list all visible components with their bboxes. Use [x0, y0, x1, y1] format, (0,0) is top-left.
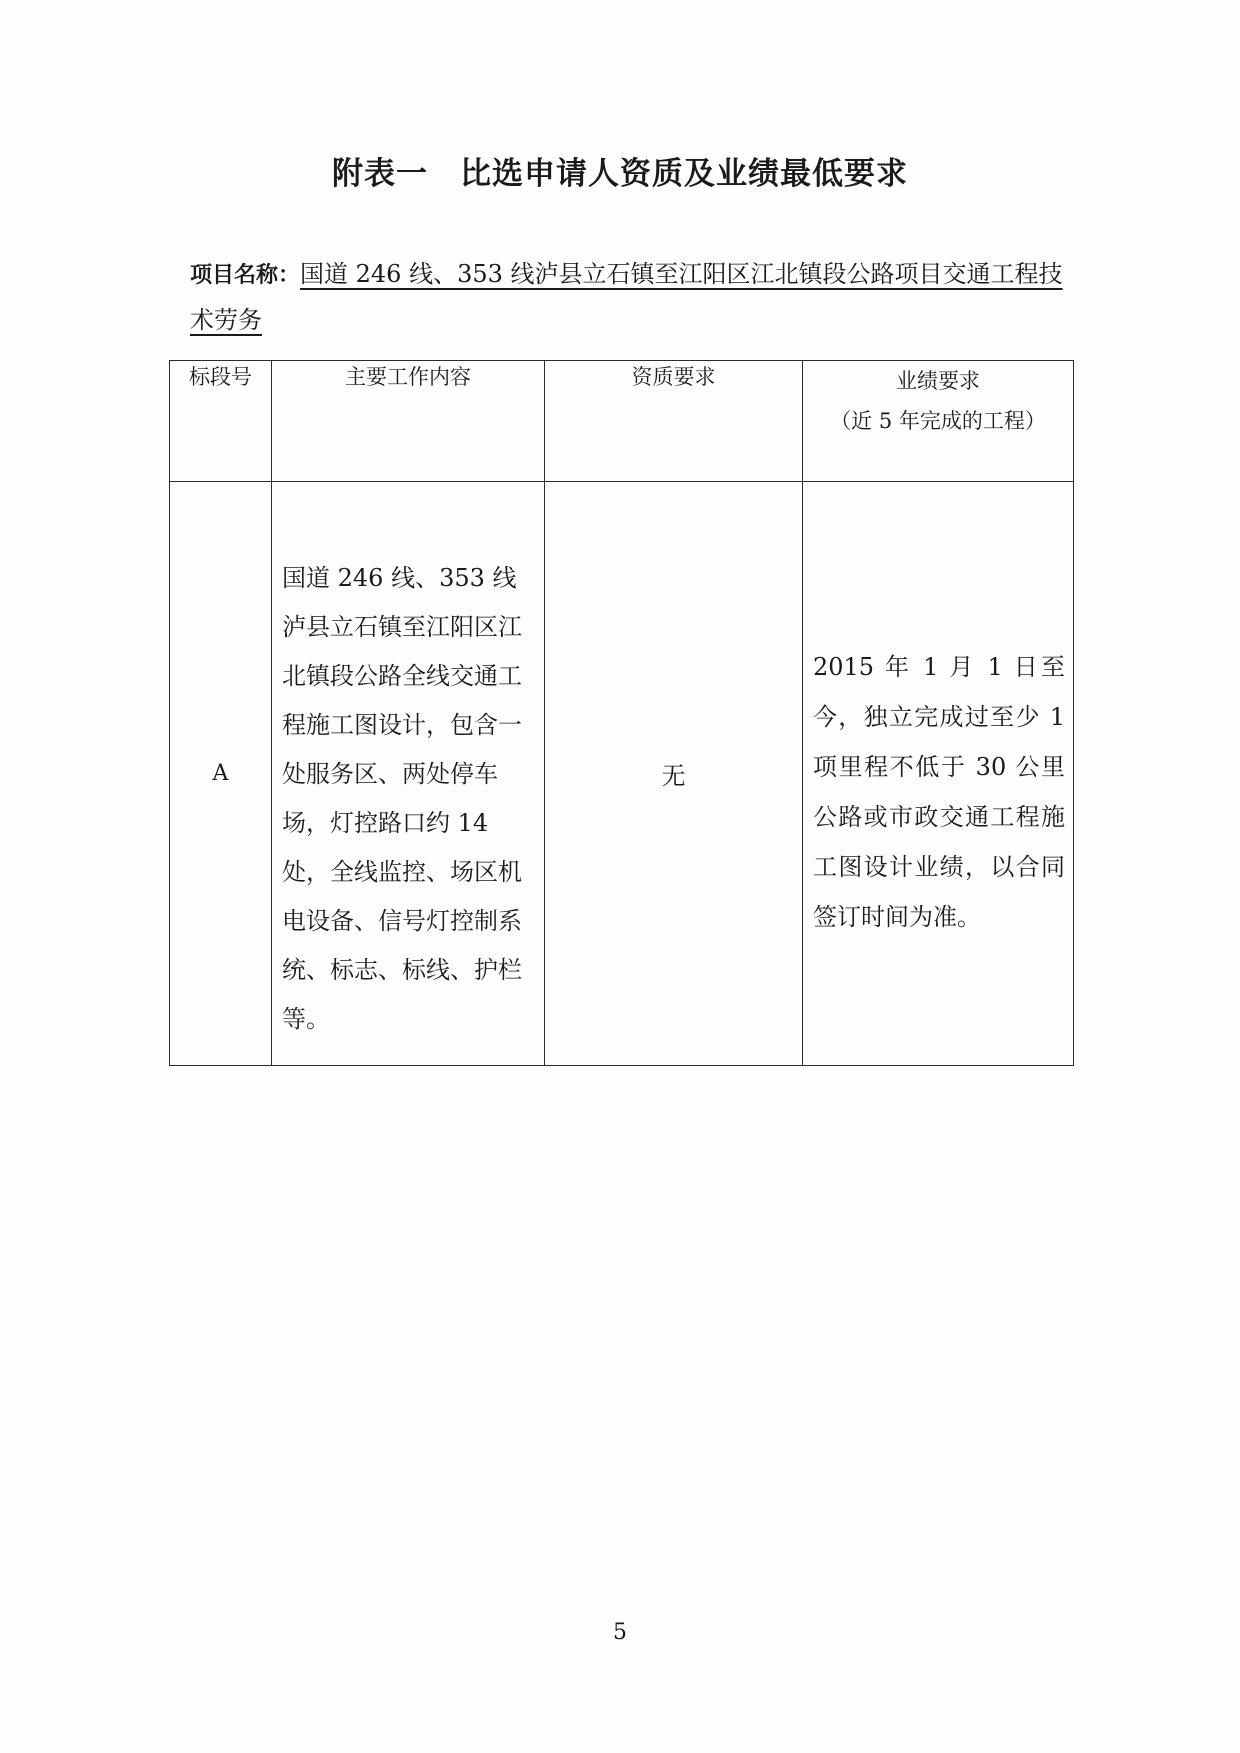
cell-main-work: 国道 246 线、353 线泸县立石镇至江阳区江北镇段公路全线交通工程施工图设计，包含一处服务区、两处停车场，灯控路口约 14 处，全线监控、场区机电设备、信号灯控制系统、标志、标线、护栏等。 — [272, 482, 545, 1066]
header-qualification: 资质要求 — [545, 361, 803, 482]
table-row — [170, 482, 1074, 1066]
page-title: 附表一 比选申请人资质及业绩最低要求 — [332, 156, 908, 192]
table-header-row — [170, 361, 1074, 482]
header-section-id: 标段号 — [170, 361, 272, 482]
requirements-table — [169, 360, 1074, 1066]
cell-section-id: A — [170, 482, 272, 1066]
header-main-work: 主要工作内容 — [272, 361, 545, 482]
cell-qualification: 无 — [545, 482, 803, 1066]
project-label: 项目名称： — [190, 263, 301, 288]
project-line — [190, 252, 1070, 342]
header-performance — [803, 361, 1074, 482]
header-performance-note: （近 5 年完成的工程） — [830, 409, 1046, 433]
header-performance-title: 业绩要求 — [896, 369, 980, 393]
project-name: 国道 246 线、353 线泸县立石镇至江阳区江北镇段公路项目交通工程技术劳务 — [190, 260, 1063, 334]
cell-performance: 2015 年 1 月 1 日至今，独立完成过至少 1 项里程不低于 30 公里公路或市政交通工程施工图设计业绩，以合同签订时间为准。 — [803, 482, 1074, 1066]
page-number: 5 — [613, 1620, 627, 1645]
